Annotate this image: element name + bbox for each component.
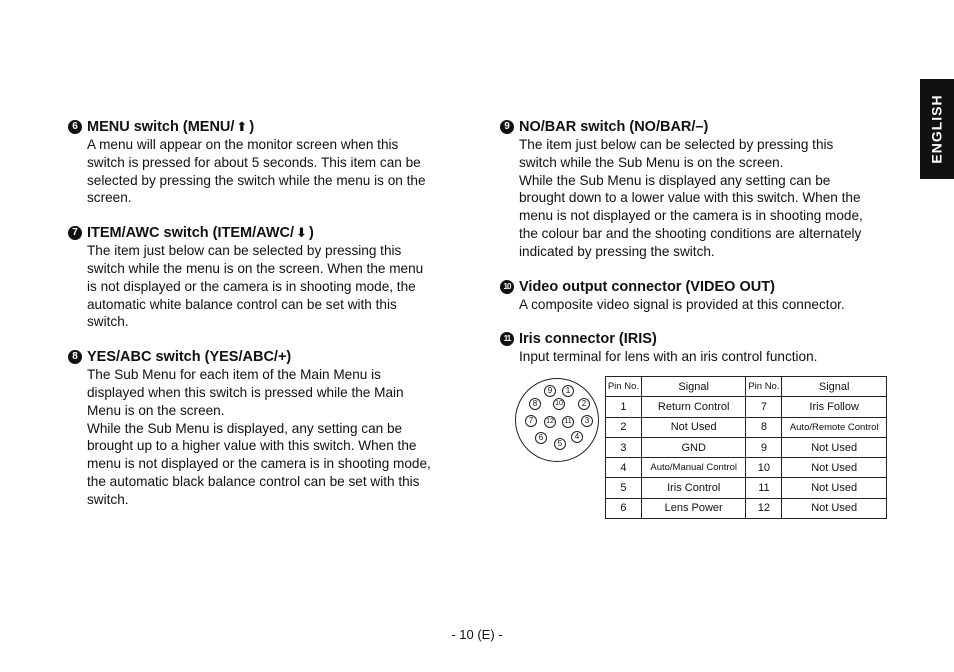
- description-line: switch.: [87, 314, 129, 330]
- description-line: A menu will appear on the monitor screen when this: [87, 137, 399, 152]
- table-header: Pin No.: [606, 377, 642, 397]
- item-heading: [500, 330, 900, 348]
- table-cell: 2: [606, 417, 642, 437]
- item-heading: [500, 278, 900, 296]
- item-description: [87, 136, 458, 207]
- table-cell: Auto/Manual Control: [641, 458, 746, 478]
- video-out-connector-item: [500, 278, 900, 314]
- table-cell: 12: [746, 498, 782, 518]
- table-cell: Not Used: [782, 437, 887, 457]
- item-title: Iris connector (IRIS): [519, 331, 657, 348]
- down-arrow-icon: ⬇: [296, 225, 307, 241]
- left-column: [68, 118, 458, 526]
- item-description: [87, 242, 458, 331]
- description-line: indicated by pressing the switch.: [519, 243, 715, 259]
- connector-pin: 9: [544, 385, 556, 397]
- item-number-badge: 10: [500, 280, 514, 294]
- item-title-end: ): [249, 119, 255, 135]
- connector-pin: 11: [562, 416, 574, 428]
- iris-pin-table: [605, 376, 887, 519]
- description-line: While the Sub Menu is displayed any setting can be: [519, 172, 831, 188]
- connector-pin: 6: [535, 432, 547, 444]
- table-row: [606, 498, 887, 518]
- item-heading: [68, 224, 458, 242]
- description-line: automatic white balance control can be set with this: [87, 296, 397, 312]
- item-number-badge: 11: [500, 332, 514, 346]
- description-line: the automatic black balance control can be set with this: [87, 473, 420, 489]
- description-line: menu is not displayed or the camera is in shooting mode,: [87, 456, 431, 472]
- connector-pin: 5: [554, 438, 566, 450]
- description-line: the colour bar and the shooting conditions are alternately: [519, 225, 862, 241]
- table-cell: 6: [606, 498, 642, 518]
- item-title: YES/ABC switch (YES/ABC/+): [87, 349, 292, 366]
- table-header: Signal: [641, 377, 746, 397]
- connector-pin: 7: [525, 415, 537, 427]
- description-line: switch is pressed for about 5 seconds. This item can be: [87, 154, 421, 170]
- item-heading: [500, 118, 900, 136]
- description-line: switch while the menu is on the screen. When the menu: [87, 260, 424, 276]
- language-tab: [920, 79, 954, 179]
- description-line: switch while the Sub Menu is on the screen.: [519, 154, 784, 170]
- table-cell: Lens Power: [641, 498, 746, 518]
- language-tab-label: ENGLISH: [929, 94, 946, 164]
- item-title: MENU switch (MENU/: [87, 119, 235, 135]
- description-line: switch.: [87, 491, 129, 507]
- table-cell: Iris Control: [641, 478, 746, 498]
- up-arrow-icon: ⬆: [236, 119, 248, 134]
- item-awc-switch-item: [68, 224, 458, 331]
- item-title: ITEM/AWC switch (ITEM/AWC/: [87, 225, 295, 242]
- page-number: - 10 (E) -: [451, 627, 503, 642]
- item-number-badge: 6: [68, 120, 82, 134]
- description-line: menu is not displayed or the camera is in shooting mode,: [519, 208, 863, 224]
- description-line: displayed when this switch is pressed while the Main: [87, 384, 404, 400]
- table-header: Pin No.: [746, 377, 782, 397]
- iris-connector-diagram: [515, 378, 599, 462]
- description-line: The item just below can be selected by pressing this: [87, 243, 402, 259]
- table-cell: 10: [746, 458, 782, 478]
- description-line: selected by pressing the switch while the menu is on the: [87, 172, 426, 188]
- table-cell: Not Used: [782, 478, 887, 498]
- table-cell: 8: [746, 417, 782, 437]
- table-cell: 11: [746, 478, 782, 498]
- item-description: [519, 136, 900, 261]
- item-title: NO/BAR switch (NO/BAR/–): [519, 119, 709, 135]
- no-bar-switch-item: [500, 118, 900, 261]
- table-cell: Auto/Remote Control: [782, 417, 887, 437]
- connector-pin: 8: [529, 398, 541, 410]
- yes-abc-switch-item: [68, 348, 458, 508]
- connector-pin: 4: [571, 431, 583, 443]
- item-number-badge: 9: [500, 120, 514, 134]
- table-row: [606, 478, 887, 498]
- table-cell: GND: [641, 437, 746, 457]
- description-line: brought down to a lower value with this switch. When the: [519, 190, 861, 206]
- item-heading: [68, 348, 458, 366]
- description-line: Input terminal for lens with an iris control function.: [519, 349, 818, 365]
- connector-pin: 3: [581, 415, 593, 427]
- table-cell: 5: [606, 478, 642, 498]
- description-line: While the Sub Menu is displayed, any setting can be: [87, 420, 403, 436]
- item-number-badge: 7: [68, 226, 82, 240]
- table-row: [606, 458, 887, 478]
- description-line: The item just below can be selected by pressing this: [519, 137, 834, 152]
- description-line: Menu is on the screen.: [87, 402, 225, 418]
- item-description: [519, 296, 900, 314]
- connector-pin: 10: [553, 398, 565, 410]
- item-title-end: ): [308, 225, 314, 242]
- table-row: [606, 397, 887, 417]
- description-line: brought up to a higher value with this switch. When the: [87, 438, 417, 454]
- item-title: Video output connector (VIDEO OUT): [519, 278, 775, 295]
- table-header: Signal: [782, 377, 887, 397]
- item-heading: [68, 118, 458, 136]
- item-number-badge: 8: [68, 350, 82, 364]
- right-column: [500, 118, 900, 383]
- table-cell: 3: [606, 437, 642, 457]
- description-line: A composite video signal is provided at this connector.: [519, 296, 845, 312]
- table-cell: Not Used: [782, 498, 887, 518]
- table-cell: 4: [606, 458, 642, 478]
- table-header-row: [606, 377, 887, 397]
- table-cell: 1: [606, 397, 642, 417]
- table-cell: 9: [746, 437, 782, 457]
- connector-pin: 2: [578, 398, 590, 410]
- description-line: screen.: [87, 190, 132, 206]
- table-cell: Not Used: [641, 417, 746, 437]
- table-row: [606, 417, 887, 437]
- menu-switch-item: [68, 118, 458, 207]
- item-description: [87, 366, 458, 508]
- connector-pin: 12: [544, 416, 556, 428]
- description-line: The Sub Menu for each item of the Main Menu is: [87, 367, 381, 383]
- table-cell: Return Control: [641, 397, 746, 417]
- table-cell: Not Used: [782, 458, 887, 478]
- table-row: [606, 437, 887, 457]
- item-description: [519, 348, 900, 366]
- description-line: is not displayed or the camera is in shooting mode, the: [87, 278, 416, 294]
- table-cell: 7: [746, 397, 782, 417]
- connector-pin: 1: [562, 385, 574, 397]
- iris-connector-item: [500, 330, 900, 366]
- table-cell: Iris Follow: [782, 397, 887, 417]
